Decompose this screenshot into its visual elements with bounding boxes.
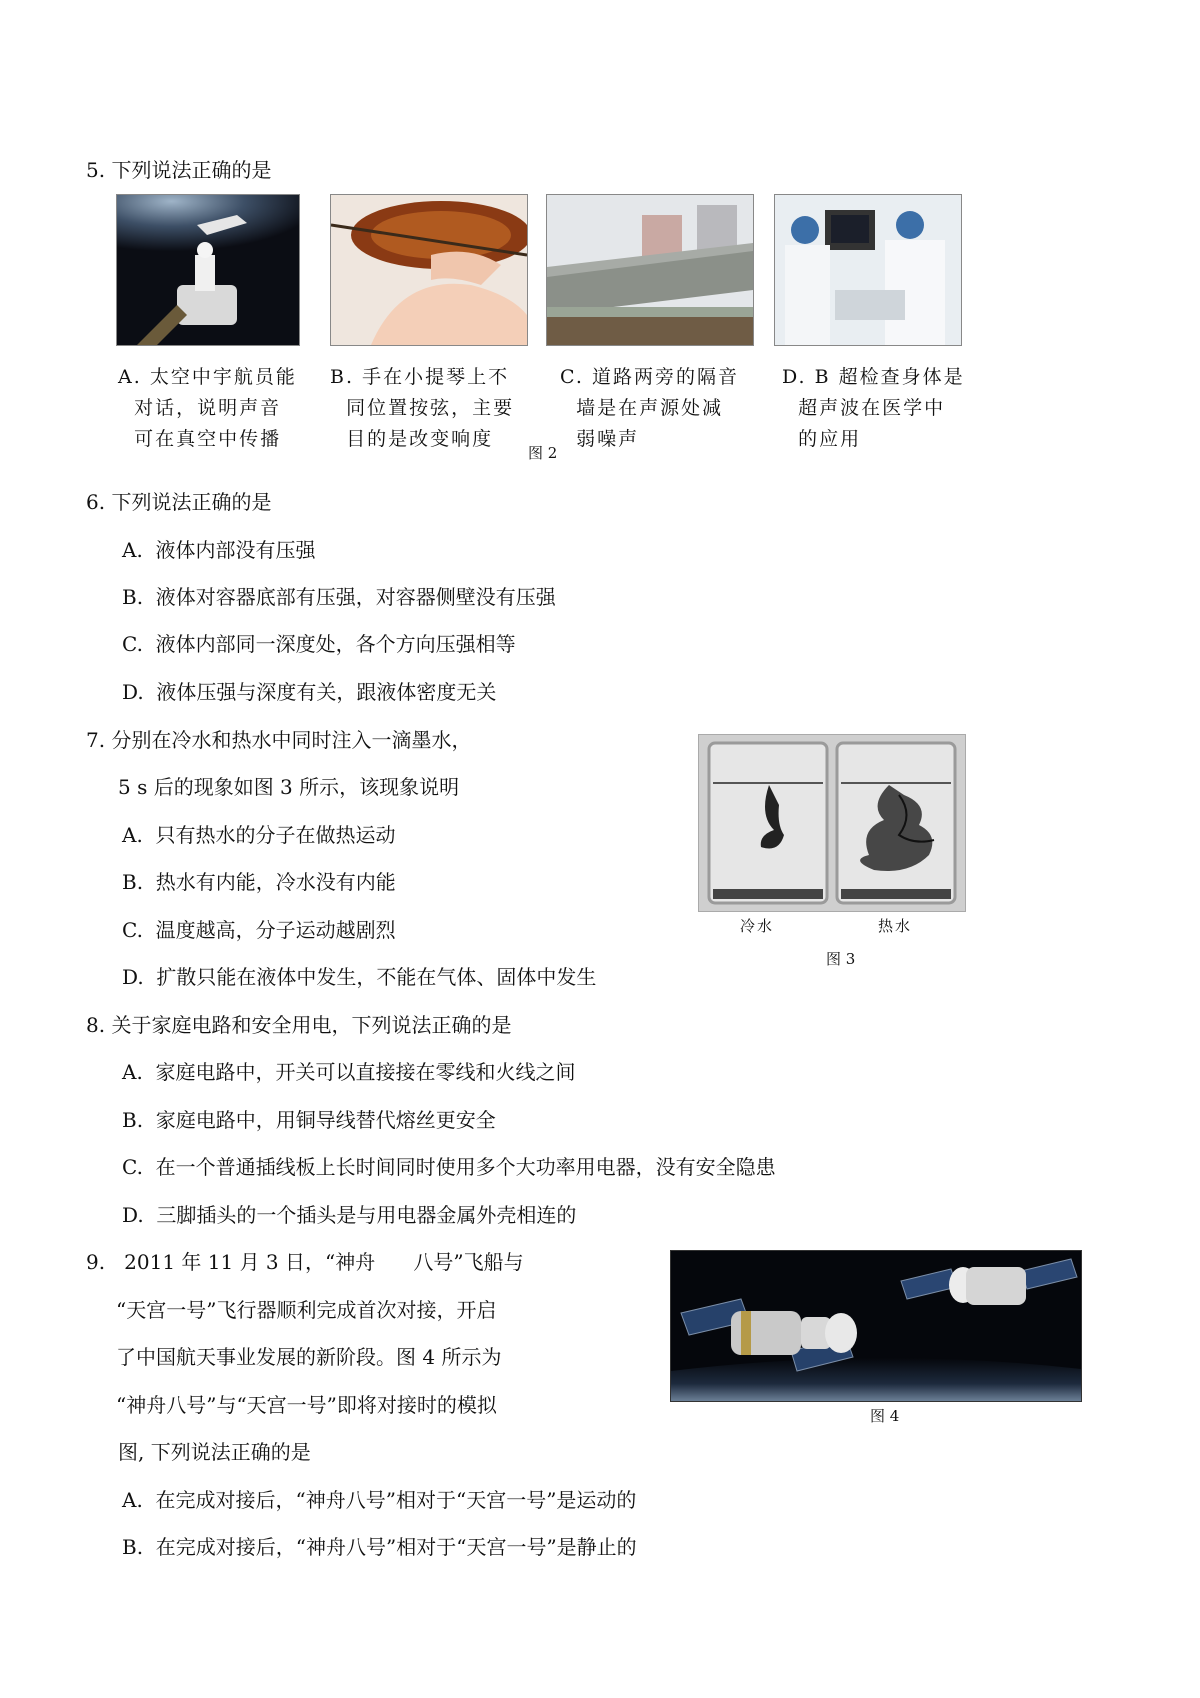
q8-option-d: D. 三脚插头的一个插头是与用电器金属外壳相连的: [122, 1203, 577, 1227]
q9-option-a: A. 在完成对接后，“神舟八号”相对于“天宫一号”是运动的: [122, 1488, 637, 1512]
q8-stem: 8. 关于家庭电路和安全用电，下列说法正确的是: [86, 1013, 512, 1037]
astronaut-photo: [116, 194, 300, 346]
q6-option-c: C. 液体内部同一深度处，各个方向压强相等: [122, 632, 516, 656]
q9-stem-line3: 了中国航天事业发展的新阶段。图 4 所示为: [116, 1345, 502, 1369]
q8-option-b: B. 家庭电路中，用铜导线替代熔丝更安全: [122, 1108, 496, 1132]
q9-stem-line5: 图, 下列说法正确的是: [118, 1440, 311, 1464]
violin-photo: [330, 194, 528, 346]
q5-caption-c: C. 道路两旁的隔音 墙是在声源处减 弱噪声: [560, 366, 739, 450]
q5-stem: 5. 下列说法正确的是: [86, 158, 272, 182]
figure-4-label: 图 4: [870, 1407, 900, 1425]
q9-stem-line2: “天宫一号”飞行器顺利完成首次对接，开启: [116, 1298, 497, 1322]
noise-barrier-photo: [546, 194, 754, 346]
q5-caption-d: D. B 超检查身体是 超声波在医学中 的应用: [782, 366, 965, 450]
q7-stem-line2: 5 s 后的现象如图 3 所示，该现象说明: [118, 775, 460, 799]
q8-option-a: A. 家庭电路中，开关可以直接接在零线和火线之间: [122, 1060, 576, 1084]
figure-3-label: 图 3: [826, 950, 856, 968]
q6-option-b: B. 液体对容器底部有压强，对容器侧壁没有压强: [122, 585, 556, 609]
hot-water-label: 热水: [878, 917, 913, 935]
q9-option-b: B. 在完成对接后，“神舟八号”相对于“天宫一号”是静止的: [122, 1535, 637, 1559]
q7-option-a: A. 只有热水的分子在做热运动: [122, 823, 396, 847]
beakers-photo: [698, 734, 966, 912]
q5-caption-b: B. 手在小提琴上不 同位置按弦，主要 目的是改变响度: [330, 366, 515, 450]
q7-stem-line1: 7. 分别在冷水和热水中同时注入一滴墨水，: [86, 728, 472, 752]
q7-option-d: D. 扩散只能在液体中发生，不能在气体、固体中发生: [122, 965, 597, 989]
q7-option-c: C. 温度越高，分子运动越剧烈: [122, 918, 396, 942]
ultrasound-photo: [774, 194, 962, 346]
spacecraft-docking-image: [670, 1250, 1082, 1402]
q6-stem: 6. 下列说法正确的是: [86, 490, 272, 514]
cold-water-label: 冷水: [740, 917, 775, 935]
q5-caption-a: A. 太空中宇航员能 对话，说明声音 可在真空中传播: [118, 366, 297, 450]
q7-option-b: B. 热水有内能，冷水没有内能: [122, 870, 396, 894]
q9-stem-line4: “神舟八号”与“天宫一号”即将对接时的模拟: [116, 1393, 497, 1417]
q8-option-c: C. 在一个普通插线板上长时间同时使用多个大功率用电器，没有安全隐患: [122, 1155, 776, 1179]
q6-option-d: D. 液体压强与深度有关，跟液体密度无关: [122, 680, 497, 704]
q6-option-a: A. 液体内部没有压强: [122, 538, 316, 562]
figure-2-label: 图 2: [528, 444, 558, 462]
q9-stem-line1: 9. 2011 年 11 月 3 日，“神舟 八号”飞船与: [86, 1250, 524, 1274]
